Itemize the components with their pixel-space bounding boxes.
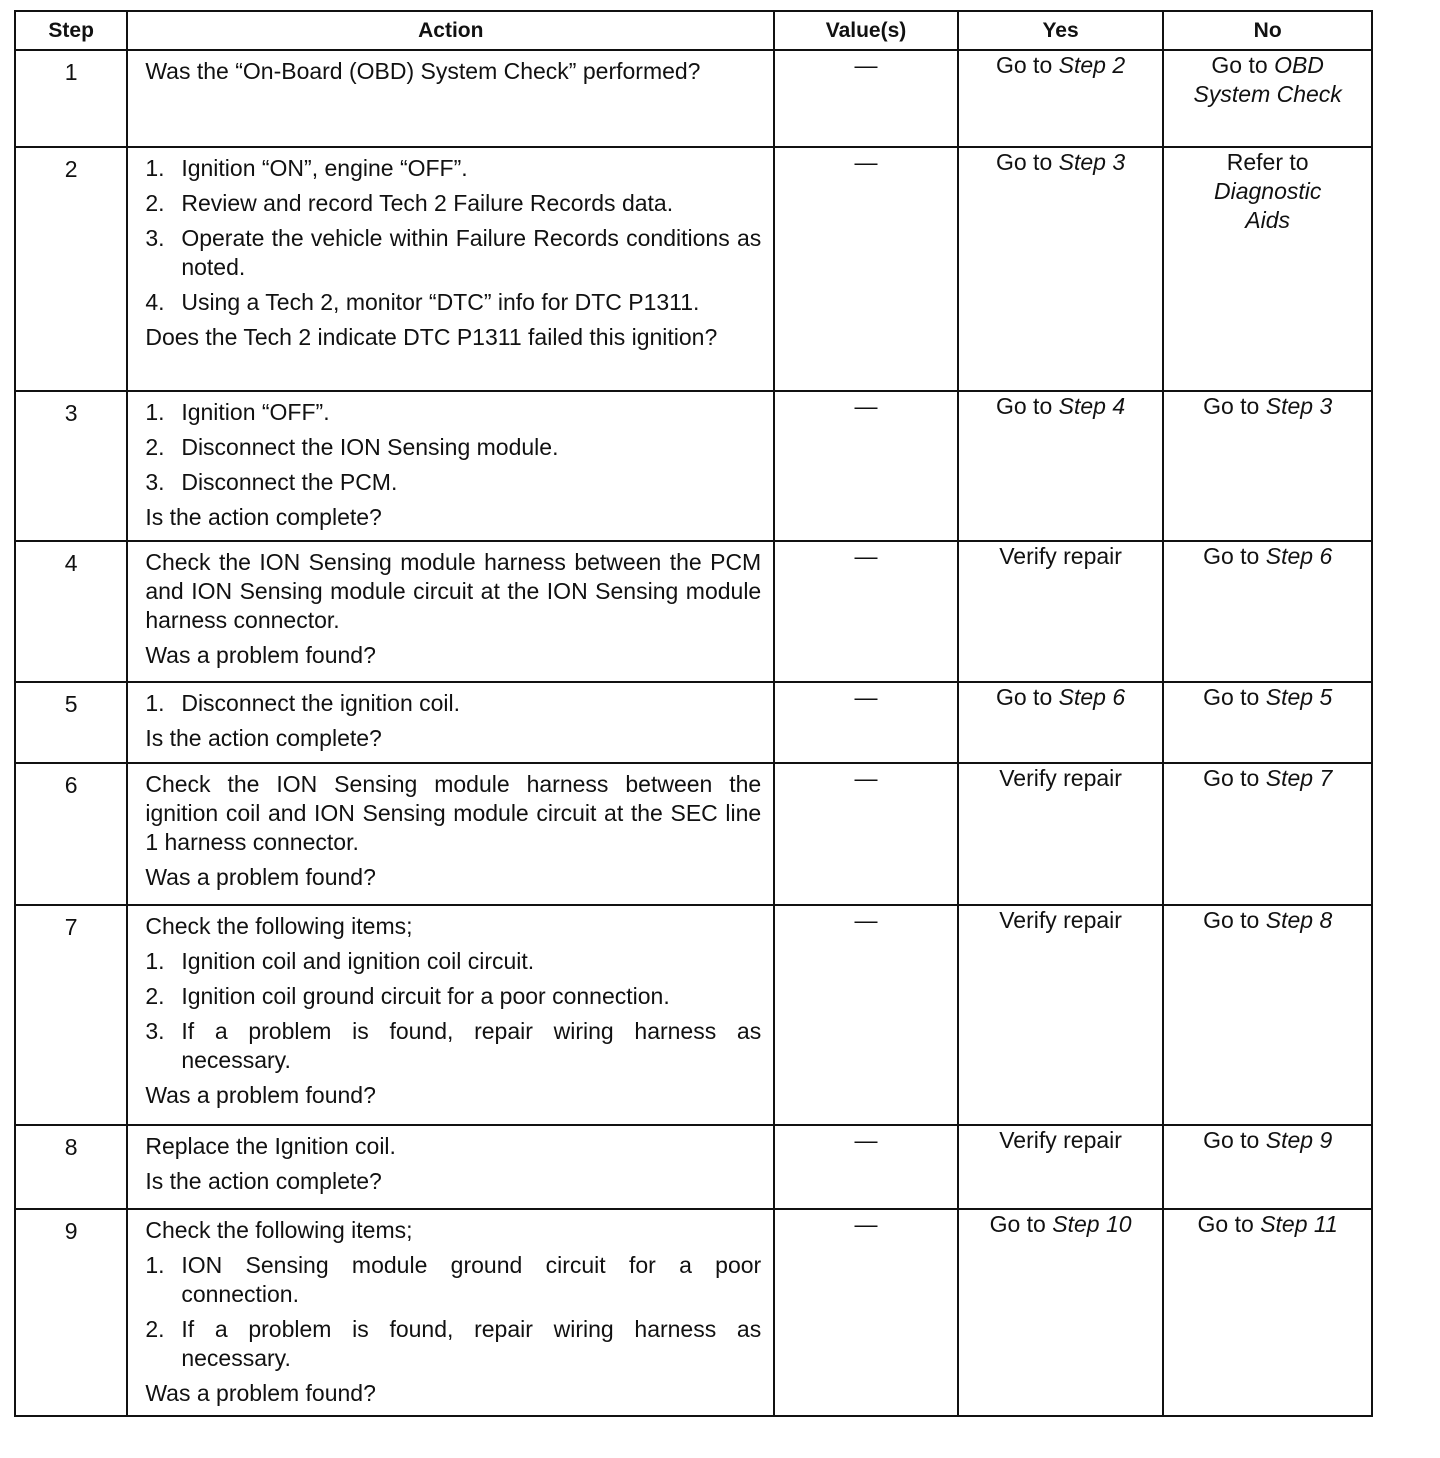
action-step-item — [145, 1315, 761, 1373]
table-row — [15, 391, 1372, 541]
action-step-item — [145, 947, 761, 976]
no-target: Step 6 — [1265, 543, 1333, 569]
action-step-item — [145, 189, 761, 218]
diagnostic-table — [14, 10, 1373, 1417]
no-cell — [1163, 763, 1372, 905]
value-cell: — — [774, 905, 958, 1125]
step-number: 4 — [15, 541, 127, 682]
action-step-item — [145, 288, 761, 317]
action-step-text: Ignition coil and ignition coil circuit. — [181, 948, 535, 974]
yes-cell — [958, 391, 1164, 541]
action-step-number: 4. — [145, 289, 165, 315]
action-step-item — [145, 398, 761, 427]
no-prefix: Go to — [1203, 543, 1260, 569]
no-cell — [1163, 391, 1372, 541]
action-step-number: 1. — [145, 690, 165, 716]
action-step-text: Disconnect the PCM. — [181, 469, 398, 495]
yes-cell — [958, 147, 1164, 391]
yes-prefix: Go to — [995, 149, 1053, 175]
action-steps-list — [145, 398, 761, 497]
yes-prefix: Go to — [989, 1211, 1046, 1237]
action-step-text: Ignition coil ground circuit for a poor connection. — [181, 983, 670, 1009]
yes-cell — [958, 905, 1164, 1125]
yes-target: Step 6 — [1058, 684, 1126, 710]
no-cell — [1163, 905, 1372, 1125]
action-step-number: 1. — [145, 399, 165, 425]
action-question: Was the “On-Board (OBD) System Check” performed? — [145, 58, 701, 84]
action-cell — [127, 147, 774, 391]
value-cell: — — [774, 1125, 958, 1209]
action-intro: Check the following items; — [145, 913, 413, 939]
action-intro: Check the ION Sensing module harness between the PCM and ION Sensing module circuit at the ION Sensing module harness connector. — [145, 549, 762, 633]
yes-prefix: Verify repair — [999, 543, 1122, 569]
action-step-number: 3. — [145, 225, 165, 251]
action-intro: Replace the Ignition coil. — [145, 1133, 396, 1159]
no-cell — [1163, 1209, 1372, 1416]
table-row — [15, 147, 1372, 391]
table-row — [15, 50, 1372, 147]
action-cell — [127, 1125, 774, 1209]
action-intro: Check the ION Sensing module harness between the ignition coil and ION Sensing module circuit at the SEC line 1 harness connector. — [145, 771, 762, 855]
action-question: Is the action complete? — [145, 1168, 382, 1194]
action-step-item — [145, 1017, 761, 1075]
step-number: 3 — [15, 391, 127, 541]
action-step-text: Disconnect the ION Sensing module. — [181, 434, 559, 460]
action-step-item — [145, 982, 761, 1011]
step-number: 1 — [15, 50, 127, 147]
no-prefix: Go to — [1203, 684, 1260, 710]
value-cell: — — [774, 682, 958, 763]
action-step-text: Operate the vehicle within Failure Records conditions as noted. — [181, 225, 762, 280]
action-step-number: 1. — [145, 155, 165, 181]
no-target: Step 3 — [1265, 393, 1333, 419]
no-prefix: Refer to — [1226, 149, 1309, 175]
action-cell — [127, 541, 774, 682]
header-no: No — [1163, 11, 1372, 50]
no-cell — [1163, 1125, 1372, 1209]
step-number: 7 — [15, 905, 127, 1125]
action-step-text: Ignition “ON”, engine “OFF”. — [181, 155, 468, 181]
no-target: OBD System Check — [1193, 52, 1342, 107]
no-prefix: Go to — [1203, 1127, 1260, 1153]
step-number: 6 — [15, 763, 127, 905]
action-step-text: Review and record Tech 2 Failure Records data. — [181, 190, 674, 216]
table-row — [15, 541, 1372, 682]
no-cell — [1163, 682, 1372, 763]
action-cell — [127, 682, 774, 763]
no-prefix: Go to — [1211, 52, 1268, 78]
no-target: Step 11 — [1260, 1211, 1338, 1237]
action-cell — [127, 50, 774, 147]
yes-prefix: Go to — [995, 684, 1053, 710]
step-number: 9 — [15, 1209, 127, 1416]
value-cell: — — [774, 1209, 958, 1416]
action-steps-list — [145, 154, 761, 317]
action-question: Was a problem found? — [145, 1082, 376, 1108]
header-row — [15, 11, 1372, 50]
action-step-number: 2. — [145, 983, 165, 1009]
yes-prefix: Go to — [995, 52, 1053, 78]
step-number: 8 — [15, 1125, 127, 1209]
no-target: Diagnostic Aids — [1213, 178, 1322, 233]
yes-prefix: Verify repair — [999, 1127, 1122, 1153]
action-step-item — [145, 1251, 761, 1309]
action-step-number: 2. — [145, 190, 165, 216]
table-row — [15, 905, 1372, 1125]
action-question: Is the action complete? — [145, 725, 382, 751]
yes-target: Step 2 — [1058, 52, 1126, 78]
table-row — [15, 1125, 1372, 1209]
header-yes: Yes — [958, 11, 1164, 50]
action-steps-list — [145, 1251, 761, 1373]
action-cell — [127, 763, 774, 905]
step-number: 2 — [15, 147, 127, 391]
no-target: Step 7 — [1265, 765, 1333, 791]
action-step-item — [145, 689, 761, 718]
action-cell — [127, 1209, 774, 1416]
value-cell: — — [774, 50, 958, 147]
header-values: Value(s) — [774, 11, 958, 50]
action-step-number: 2. — [145, 434, 165, 460]
yes-prefix: Verify repair — [999, 907, 1122, 933]
action-step-number: 3. — [145, 1018, 165, 1044]
no-target: Step 8 — [1265, 907, 1333, 933]
action-step-text: Using a Tech 2, monitor “DTC” info for DTC P1311. — [181, 289, 700, 315]
yes-cell — [958, 50, 1164, 147]
no-prefix: Go to — [1197, 1211, 1254, 1237]
no-target: Step 5 — [1265, 684, 1333, 710]
yes-target: Step 10 — [1052, 1211, 1132, 1237]
yes-target: Step 3 — [1058, 149, 1126, 175]
action-step-text: Ignition “OFF”. — [181, 399, 330, 425]
yes-prefix: Go to — [995, 393, 1053, 419]
action-question: Was a problem found? — [145, 864, 376, 890]
yes-cell — [958, 763, 1164, 905]
action-step-text: If a problem is found, repair wiring harness as necessary. — [181, 1316, 762, 1371]
no-cell — [1163, 541, 1372, 682]
no-prefix: Go to — [1203, 907, 1260, 933]
table-body — [15, 50, 1372, 1416]
yes-cell — [958, 1209, 1164, 1416]
value-cell: — — [774, 763, 958, 905]
yes-prefix: Verify repair — [999, 765, 1122, 791]
table-row — [15, 763, 1372, 905]
action-step-number: 1. — [145, 1252, 165, 1278]
action-step-text: If a problem is found, repair wiring harness as necessary. — [181, 1018, 762, 1073]
action-intro: Check the following items; — [145, 1217, 413, 1243]
no-cell — [1163, 147, 1372, 391]
table-row — [15, 682, 1372, 763]
action-step-item — [145, 224, 761, 282]
action-steps-list — [145, 947, 761, 1075]
no-prefix: Go to — [1203, 393, 1260, 419]
no-prefix: Go to — [1203, 765, 1260, 791]
action-step-item — [145, 433, 761, 462]
action-step-number: 1. — [145, 948, 165, 974]
action-question: Is the action complete? — [145, 504, 382, 530]
action-question: Was a problem found? — [145, 1380, 376, 1406]
action-step-number: 2. — [145, 1316, 165, 1342]
header-step: Step — [15, 11, 127, 50]
action-cell — [127, 391, 774, 541]
yes-cell — [958, 541, 1164, 682]
action-step-text: ION Sensing module ground circuit for a poor connection. — [181, 1252, 762, 1307]
table-row — [15, 1209, 1372, 1416]
yes-cell — [958, 682, 1164, 763]
action-question: Does the Tech 2 indicate DTC P1311 failed this ignition? — [145, 324, 718, 350]
action-step-number: 3. — [145, 469, 165, 495]
action-question: Was a problem found? — [145, 642, 376, 668]
value-cell: — — [774, 391, 958, 541]
yes-cell — [958, 1125, 1164, 1209]
action-step-item — [145, 468, 761, 497]
no-cell — [1163, 50, 1372, 147]
action-cell — [127, 905, 774, 1125]
action-steps-list — [145, 689, 761, 718]
header-action: Action — [127, 11, 774, 50]
action-step-text: Disconnect the ignition coil. — [181, 690, 461, 716]
no-target: Step 9 — [1265, 1127, 1333, 1153]
yes-target: Step 4 — [1058, 393, 1126, 419]
step-number: 5 — [15, 682, 127, 763]
value-cell: — — [774, 541, 958, 682]
value-cell: — — [774, 147, 958, 391]
action-step-item — [145, 154, 761, 183]
